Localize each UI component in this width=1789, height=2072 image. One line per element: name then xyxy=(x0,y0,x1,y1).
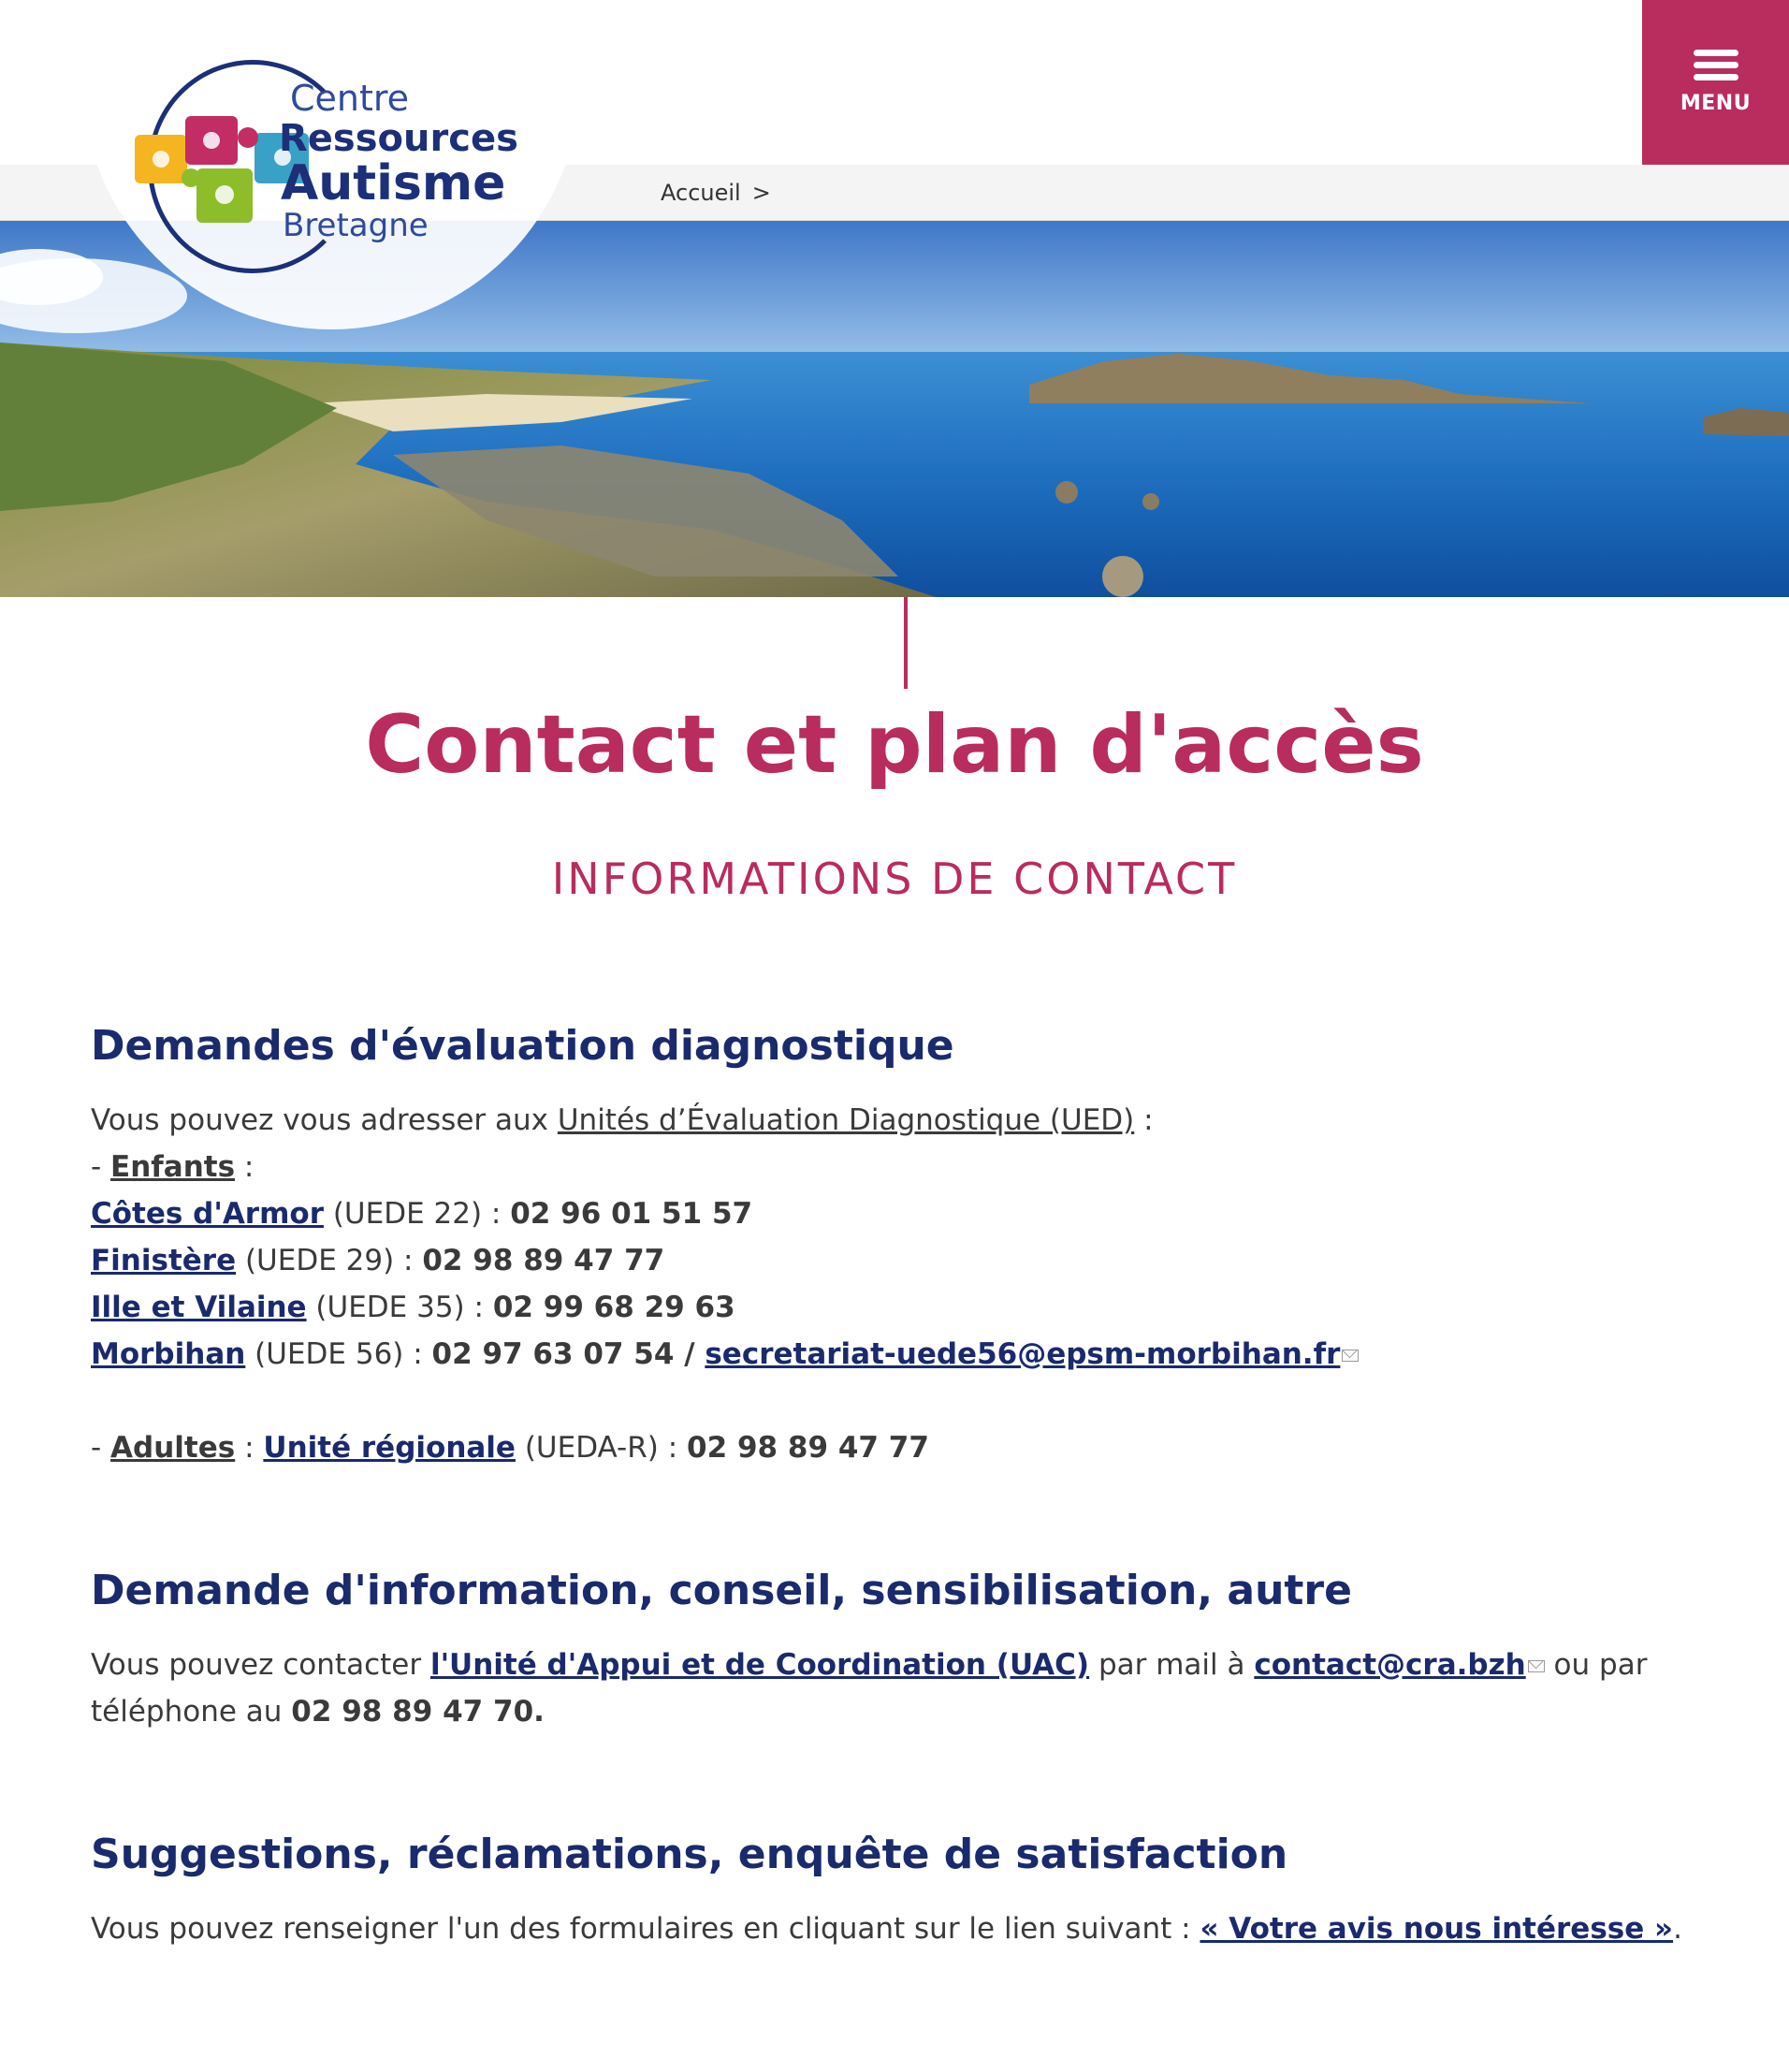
phone-number: 02 98 89 47 77 xyxy=(687,1431,929,1465)
title-divider xyxy=(904,597,908,689)
diagnostic-intro: Vous pouvez vous adresser aux Unités d’Évaluation Diagnostique (UED) : xyxy=(91,1103,1154,1137)
adultes-link[interactable]: Adultes xyxy=(110,1431,236,1465)
section-heading-diagnostic: Demandes d'évaluation diagnostique xyxy=(91,1022,954,1070)
menu-button[interactable] xyxy=(1642,0,1789,165)
uede-row: Finistère (UEDE 29) : 02 98 89 47 77 xyxy=(91,1244,665,1277)
hamburger-icon xyxy=(1694,50,1738,86)
site-logo[interactable] xyxy=(129,54,531,279)
page-subtitle: INFORMATIONS DE CONTACT xyxy=(551,854,1238,904)
mail-icon xyxy=(1342,1350,1359,1362)
uede-row: Morbihan (UEDE 56) : 02 97 63 07 54 / secretariat-uede56@epsm-morbihan.fr xyxy=(91,1331,1700,1378)
ille-et-vilaine-link[interactable]: Ille et Vilaine xyxy=(91,1291,307,1324)
logo-wordmark xyxy=(279,78,518,244)
uac-paragraph: Vous pouvez contacter l'Unité d'Appui et de Coordination (UAC) par mail à contact@cra.bzh ou par téléphone au 02 98 89 47 70. xyxy=(91,1648,1648,1729)
breadcrumb-home-link[interactable]: Accueil xyxy=(661,180,741,206)
adults-line: - Adultes : Unité régionale (UEDA-R) : 02 98 89 47 77 xyxy=(91,1431,929,1465)
section-heading-suggestions: Suggestions, réclamations, enquête de satisfaction xyxy=(91,1831,1288,1878)
phone-number: 02 96 01 51 57 xyxy=(510,1197,753,1231)
suggestions-paragraph: Vous pouvez renseigner l'un des formulaires en cliquant sur le lien suivant : « Votre avis nous intéresse ». xyxy=(91,1912,1682,1946)
phone-number: 02 97 63 07 54 xyxy=(431,1337,675,1371)
enfants-link[interactable]: Enfants xyxy=(110,1150,236,1184)
page-title: Contact et plan d'accès xyxy=(365,698,1424,792)
mail-icon xyxy=(1528,1660,1545,1672)
uede56-email-link[interactable]: secretariat-uede56@epsm-morbihan.fr xyxy=(705,1337,1341,1371)
finistere-link[interactable]: Finistère xyxy=(91,1244,237,1277)
morbihan-link[interactable]: Morbihan xyxy=(91,1337,246,1371)
unite-regionale-link[interactable]: Unité régionale xyxy=(263,1431,516,1465)
breadcrumb-separator: > xyxy=(751,180,771,206)
uede-row: Ille et Vilaine (UEDE 35) : 02 99 68 29 63 xyxy=(91,1291,735,1324)
votre-avis-link[interactable]: « Votre avis nous intéresse » xyxy=(1200,1912,1674,1946)
menu-label: MENU xyxy=(1680,92,1752,115)
logo-line-centre: Centre xyxy=(290,78,410,119)
contact-email-link[interactable]: contact@cra.bzh xyxy=(1254,1648,1526,1682)
breadcrumb xyxy=(661,180,771,206)
logo-line-bretagne: Bretagne xyxy=(283,207,429,244)
logo-line-ressources: Ressources xyxy=(279,117,518,160)
phone-number: 02 98 89 47 77 xyxy=(422,1244,665,1277)
phone-number: 02 98 89 47 70. xyxy=(291,1695,545,1729)
main-content xyxy=(91,1020,1700,1952)
logo-line-autisme: Autisme xyxy=(281,155,506,212)
section-heading-information: Demande d'information, conseil, sensibilisation, autre xyxy=(91,1567,1352,1614)
uac-link[interactable]: l'Unité d'Appui et de Coordination (UAC) xyxy=(429,1648,1090,1682)
cotes-armor-link[interactable]: Côtes d'Armor xyxy=(91,1197,324,1231)
uede-row: Côtes d'Armor (UEDE 22) : 02 96 01 51 57 xyxy=(91,1197,753,1231)
children-label-line: - Enfants : xyxy=(91,1150,255,1184)
phone-number: 02 99 68 29 63 xyxy=(492,1291,735,1324)
ued-link[interactable]: Unités d’Évaluation Diagnostique (UED) xyxy=(557,1103,1135,1137)
